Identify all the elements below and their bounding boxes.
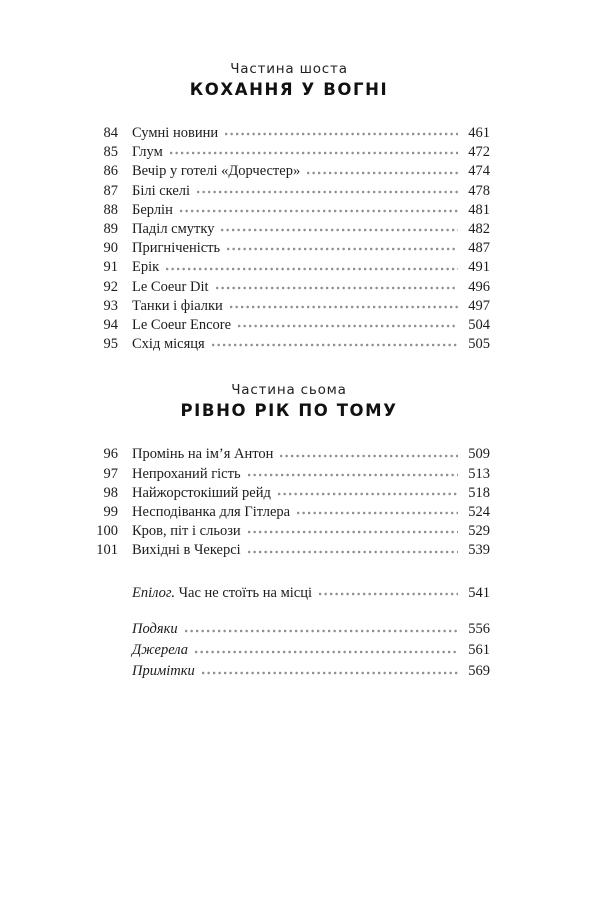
- page-number: 556: [468, 620, 490, 637]
- epilogue-row: [88, 584, 490, 603]
- page-number: 497: [468, 297, 490, 314]
- toc-entry-row: [88, 297, 490, 316]
- toc-entry-row: [88, 541, 490, 560]
- toc-entry-row: [88, 258, 490, 277]
- chapter-number: 84: [103, 125, 118, 141]
- chapter-number: 100: [96, 523, 118, 540]
- toc-entry-row: [88, 124, 490, 143]
- chapter-number: 97: [103, 465, 118, 482]
- chapter-title: Ерік: [132, 259, 160, 276]
- chapter-number: 87: [103, 182, 118, 199]
- chapter-number: 95: [103, 336, 118, 353]
- toc-entry-row: [88, 182, 490, 201]
- toc-entry-row: [88, 278, 490, 297]
- page-number: 529: [468, 523, 490, 540]
- epilogue-title: [132, 584, 312, 603]
- page-number: 524: [468, 504, 490, 521]
- page-number: 518: [468, 484, 490, 501]
- chapter-title: Непроханий гість: [132, 465, 241, 482]
- chapter-title: Глум: [132, 144, 163, 161]
- chapter-number: 85: [103, 144, 118, 161]
- toc-entry-row: [88, 503, 490, 522]
- toc-entry-row: [88, 484, 490, 503]
- chapter-number: 94: [103, 317, 118, 334]
- page-number: 461: [468, 125, 490, 141]
- toc-entry-row: [88, 201, 490, 220]
- toc-entry-row: [88, 220, 490, 239]
- backmatter-title: Примітки: [132, 662, 195, 679]
- dot-leader: [166, 264, 458, 274]
- page-number: 561: [468, 641, 490, 658]
- backmatter-block: [88, 619, 490, 682]
- chapter-number: 90: [103, 240, 118, 257]
- epilogue-prefix: Епілог.: [132, 584, 175, 601]
- dot-leader: [170, 148, 458, 158]
- chapter-title: Кров, піт і сльози: [132, 523, 241, 540]
- dot-leader: [227, 244, 458, 254]
- epilogue-rest: Час не стоїть на місці: [174, 584, 313, 601]
- backmatter-title: Джерела: [132, 641, 189, 658]
- chapter-number: 98: [103, 484, 118, 501]
- toc-entry-row: [88, 316, 490, 335]
- part-title: РІВНО РІК ПО ТОМУ: [180, 401, 398, 421]
- chapter-number: 89: [103, 221, 118, 238]
- dot-leader: [195, 647, 458, 657]
- page-number: 539: [468, 542, 490, 559]
- dot-leader: [202, 668, 458, 678]
- toc-entry-list: [88, 124, 490, 354]
- toc-entry-row: [88, 239, 490, 258]
- dot-leader: [297, 508, 458, 518]
- dot-leader: [180, 206, 458, 216]
- toc-entry-row: [88, 522, 490, 541]
- chapter-title: Білі скелі: [132, 182, 191, 199]
- toc-entry-row: [88, 335, 490, 354]
- chapter-number: 93: [103, 297, 118, 314]
- page-number: 505: [468, 336, 490, 353]
- page-number: 504: [468, 317, 490, 334]
- section-heading: [88, 60, 490, 101]
- dot-leader: [248, 527, 458, 537]
- dot-leader: [307, 168, 458, 178]
- page-number: 541: [468, 584, 490, 601]
- chapter-title: Вихідні в Чекерсі: [132, 542, 241, 559]
- dot-leader: [185, 626, 458, 636]
- dot-leader: [216, 283, 458, 293]
- part-label: Частина сьома: [231, 382, 347, 399]
- epilogue-block: [88, 584, 490, 603]
- page-number: 472: [468, 144, 490, 161]
- dot-leader: [230, 302, 458, 312]
- dot-leader: [238, 321, 458, 331]
- page-number: 509: [468, 446, 490, 463]
- chapter-number: 101: [96, 542, 118, 559]
- dot-leader: [221, 225, 458, 235]
- toc-entry-list: [88, 445, 490, 560]
- page-number: 481: [468, 201, 490, 218]
- chapter-title: Le Coeur Dit: [132, 278, 209, 295]
- chapter-number: 92: [103, 278, 118, 295]
- page-number: 482: [468, 221, 490, 238]
- chapter-title: Найжорстокіший рейд: [132, 484, 271, 501]
- page-number: 513: [468, 465, 490, 482]
- part-label: Частина шоста: [230, 61, 348, 77]
- toc-entry-row: [88, 143, 490, 162]
- part-title: КОХАННЯ У ВОГНІ: [189, 80, 389, 99]
- page-number: 474: [468, 163, 490, 180]
- page-number: 478: [468, 182, 490, 199]
- chapter-number: 96: [103, 446, 118, 463]
- dot-leader: [319, 589, 458, 599]
- chapter-title: Пригніченість: [132, 240, 221, 257]
- chapter-title: Танки і фіалки: [132, 297, 223, 314]
- chapter-number: 91: [103, 259, 118, 276]
- chapter-number: 88: [103, 201, 118, 218]
- section-heading: [88, 381, 490, 422]
- dot-leader: [280, 451, 458, 461]
- chapter-number: 99: [103, 504, 118, 521]
- chapter-title: Схід місяця: [132, 336, 205, 353]
- dot-leader: [248, 470, 458, 480]
- chapter-title: Вечір у готелі «Дорчестер»: [132, 163, 301, 180]
- backmatter-title: Подяки: [132, 620, 178, 637]
- chapter-title: Промінь на ім’я Антон: [132, 446, 274, 463]
- toc-section-part-seven: [88, 381, 490, 560]
- chapter-title: Le Coeur Encore: [132, 317, 232, 334]
- chapter-number: 86: [103, 163, 118, 180]
- dot-leader: [212, 340, 458, 350]
- page-number: 491: [468, 259, 490, 276]
- chapter-title: Несподіванка для Гітлера: [132, 504, 291, 521]
- backmatter-row: [88, 619, 490, 640]
- page-number: 496: [468, 278, 490, 295]
- page-number: 569: [468, 662, 490, 679]
- backmatter-row: [88, 640, 490, 661]
- dot-leader: [248, 547, 458, 557]
- toc-section-part-six: [88, 60, 490, 354]
- chapter-title: Паділ смутку: [132, 221, 215, 238]
- dot-leader: [278, 489, 458, 499]
- toc-entry-row: [88, 465, 490, 484]
- dot-leader: [225, 129, 458, 139]
- dot-leader: [197, 187, 458, 197]
- chapter-title: Берлін: [132, 201, 173, 218]
- chapter-title: Сумні новини: [132, 125, 219, 141]
- backmatter-row: [88, 661, 490, 682]
- page-number: 487: [468, 240, 490, 257]
- toc-entry-row: [88, 445, 490, 464]
- toc-entry-row: [88, 162, 490, 181]
